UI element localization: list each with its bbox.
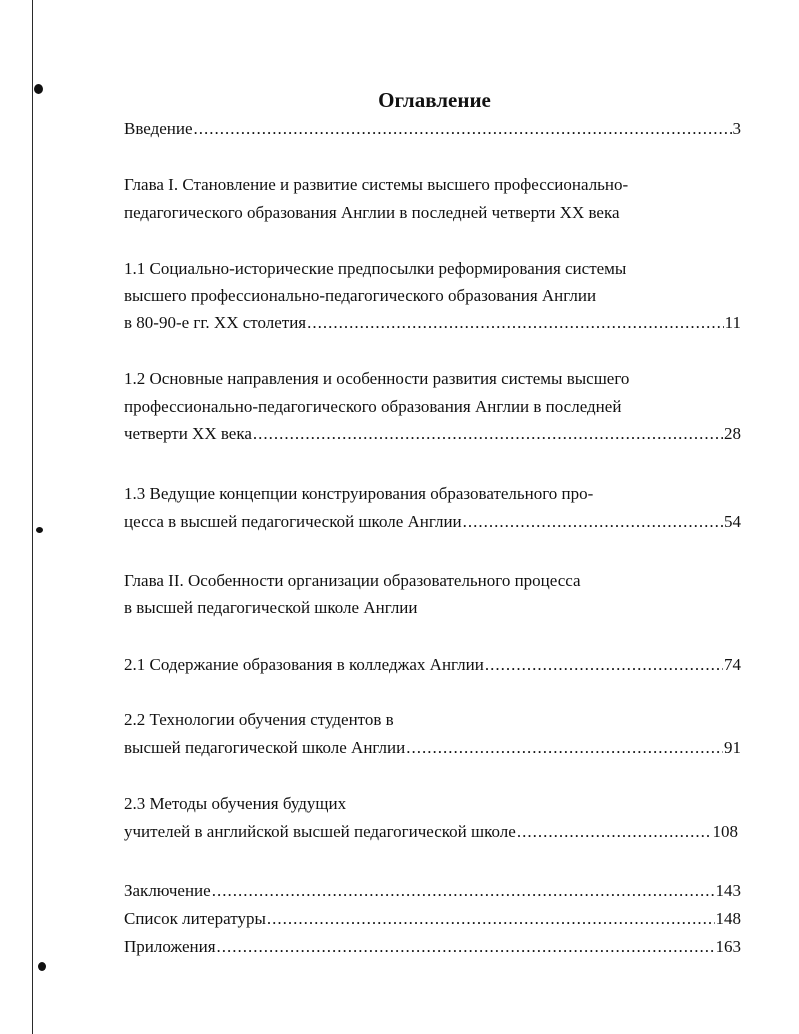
toc-entry-section-2-2 — [124, 738, 741, 758]
toc-page-number: 108 — [712, 822, 738, 841]
toc-page-number: 3 — [732, 119, 741, 138]
dot-leader — [253, 424, 723, 444]
section-1-2-line-1: 1.2 Основные направления и особенности развития системы высшего — [124, 369, 630, 388]
toc-entry-label: четверти XX века — [124, 424, 252, 443]
toc-entry-label: Приложения — [124, 937, 216, 956]
dot-leader — [307, 313, 723, 333]
dot-leader — [212, 881, 715, 901]
chapter-1-heading-line-1: Глава I. Становление и развитие системы высшего профессионально- — [124, 175, 629, 194]
toc-page-number: 28 — [724, 424, 741, 443]
toc-entry-section-1-3 — [124, 512, 741, 532]
toc-entry-section-2-1 — [124, 655, 741, 675]
toc-entry-references — [124, 909, 741, 929]
toc-page-number: 54 — [724, 512, 741, 531]
toc-page-number: 74 — [724, 655, 741, 674]
dot-leader — [267, 909, 715, 929]
toc-entry-label: высшей педагогической школе Англии — [124, 738, 406, 757]
toc-entry-label: Введение — [124, 119, 193, 138]
chapter-2-heading-line-1: Глава II. Особенности организации образовательного процесса — [124, 571, 581, 590]
scan-mark — [38, 962, 46, 971]
toc-entry-intro — [124, 119, 741, 139]
dot-leader — [406, 738, 723, 758]
toc-entry-label: Список литературы — [124, 909, 266, 928]
toc-entry-label: в 80-90-е гг. XX столетия — [124, 313, 307, 332]
toc-page-number: 11 — [724, 313, 741, 332]
toc-entry-label: цесса в высшей педагогической школе Англии — [124, 512, 462, 531]
toc-page-number: 148 — [715, 909, 741, 928]
toc-page-number: 143 — [715, 881, 741, 900]
section-2-3-line-1: 2.3 Методы обучения будущих — [124, 794, 347, 813]
chapter-2-heading-line-2: в высшей педагогической школе Англии — [124, 598, 418, 617]
toc-entry-section-1-1 — [124, 313, 741, 333]
chapter-1-heading-line-2: педагогического образования Англии в последней четверти XX века — [124, 203, 620, 222]
section-1-3-line-1: 1.3 Ведущие концепции конструирования образовательного про- — [124, 484, 594, 503]
section-2-2-line-1: 2.2 Технологии обучения студентов в — [124, 710, 394, 729]
scan-mark — [36, 527, 43, 533]
dot-leader — [517, 822, 712, 842]
toc-entry-conclusion — [124, 881, 741, 901]
dot-leader — [485, 655, 723, 675]
toc-page-number: 163 — [715, 937, 741, 956]
toc-entry-section-2-3 — [124, 822, 738, 842]
dot-leader — [194, 119, 732, 139]
toc-entry-appendix — [124, 937, 741, 957]
toc-entry-label: Заключение — [124, 881, 211, 900]
section-1-1-line-1: 1.1 Социально-исторические предпосылки реформирования системы — [124, 259, 627, 278]
toc-page-number: 91 — [724, 738, 741, 757]
section-1-2-line-2: профессионально-педагогического образования Англии в последней — [124, 397, 622, 416]
section-1-1-line-2: высшего профессионально-педагогического образования Англии — [124, 286, 597, 305]
dot-leader — [217, 937, 715, 957]
toc-title: Оглавление — [378, 88, 491, 112]
toc-entry-label: 2.1 Содержание образования в колледжах Англии — [124, 655, 484, 674]
toc-entry-section-1-2 — [124, 424, 741, 444]
scan-edge-line — [32, 0, 33, 1034]
toc-entry-label: учителей в английской высшей педагогической школе — [124, 822, 516, 841]
dot-leader — [463, 512, 723, 532]
